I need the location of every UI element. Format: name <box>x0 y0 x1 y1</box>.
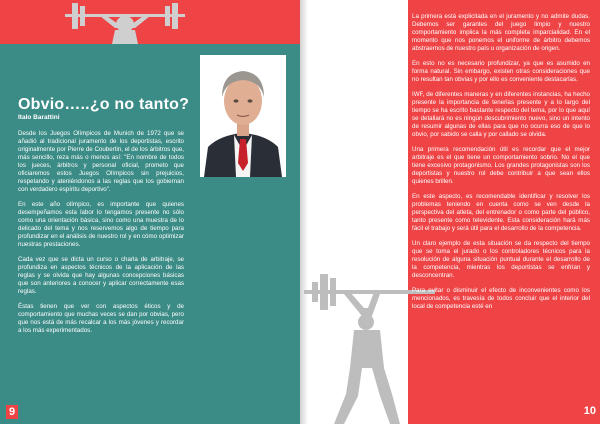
article-title: Obvio…..¿o no tanto? <box>18 96 190 113</box>
article-author: Italo Barattini <box>18 114 60 121</box>
author-photo <box>200 55 286 177</box>
left-column-text <box>18 130 184 342</box>
paragraph: Cada vez que se dicta un curso o charla de arbitraje, se profundiza en aspectos técnicos de la aplicación de las reglas y se olvida que hay algunas concepciones básicas que son anteriores a conocer y aplicar correctamente esas reglas. <box>18 256 184 295</box>
paragraph: En esto no es necesario profundizar, ya que es asumido en forma natural. Sin embargo, existen otras consideraciones que no resultan tan obvias y por ello es conveniente destacarlas. <box>412 60 590 83</box>
paragraph: IWF, de diferentes maneras y en diferentes instancias, ha hecho presente la importancia de tenerlas presente y a lo largo del tiempo se ha escrito bastante respecto del tema, por lo que aquí se detallará no es ningún descubrimiento nuevo, sino un intento de resumir algunas de ellas para que no ocurra eso de que lo obvio, por sabido se calla y por callado se olvida. <box>412 91 590 138</box>
page-number-left: 9 <box>6 405 18 419</box>
paragraph: Éstas tienen que ver con aspectos éticos y de comportamiento que muchas veces se dan por obvias, pero que nos está de más recalcar a los más jóvenes y recordar a los más experimentados. <box>18 303 184 334</box>
page-number-right: 10 <box>583 405 596 417</box>
paragraph: En este aspecto, es recomendable identificar y resolver los problemas teniendo en cuenta como se ven desde la perspectiva del atleta, del entrenador o como parte del público, tanto presente como televidente. Esta consideración hará más fácil el trabajo y será útil para el desarrollo de la competencia. <box>412 193 590 232</box>
weightlifter-top-illustration <box>60 0 190 44</box>
paragraph: Un claro ejemplo de esta situación se da respecto del tiempo que se toma el jurado o los controladores técnicos para la resolución de alguna situación puntual durante el desarrollo de la competencia, mientras los deportistas se enfrían y desconcentran. <box>412 240 590 279</box>
paragraph: La primera está explicitada en el juramento y no admite dudas. Debemos ser garantes del juego limpio y nuestro comportamiento implica la más completa imparcialidad. En el momento que nos ponemos el uniforme de árbitro debemos abstraernos de nuestro país u organización de origen. <box>412 13 590 52</box>
paragraph: Desde los Juegos Olímpicos de Munich de 1972 que se añadió al tradicional juramento de los deportistas, escrito originalmente por Pierre de Coubertin, el de los árbitros que, más sencillo, reza más o menos así: "En nombre de todos los jueces, árbitros y personal oficial, prometo que oficiaremos estos Juegos Olímpicos sin prejuicios, respetando y ateniéndonos a las reglas que los gobiernan con verdadero espíritu deportivo". <box>18 130 184 193</box>
right-column-text <box>412 13 590 318</box>
paragraph: Para evitar o disminuir el efecto de inconvenientes como los mencionados, es travesía de todos concluir que el interior del local de competencia esté en <box>412 287 590 310</box>
paragraph: En este año olímpico, es importante que quienes desempeñamos esta labor lo tengamos presente no sólo como una orientación básica, sino como una muestra de lo delicado del tema y nos reservemos algo de tiempo para profundizar en el análisis de nuestro rol y en cómo optimizar nuestras prestaciones. <box>18 201 184 248</box>
paragraph: Una primera recomendación útil es recordar que el mejor arbitraje es el que tiene un comportamiento sobrio. No el que tiene excesivo protagonismo. Los grandes protagonistas son los deportistas y nuestro rol debe contribuir a que sean ellos quienes brillen. <box>412 146 590 185</box>
